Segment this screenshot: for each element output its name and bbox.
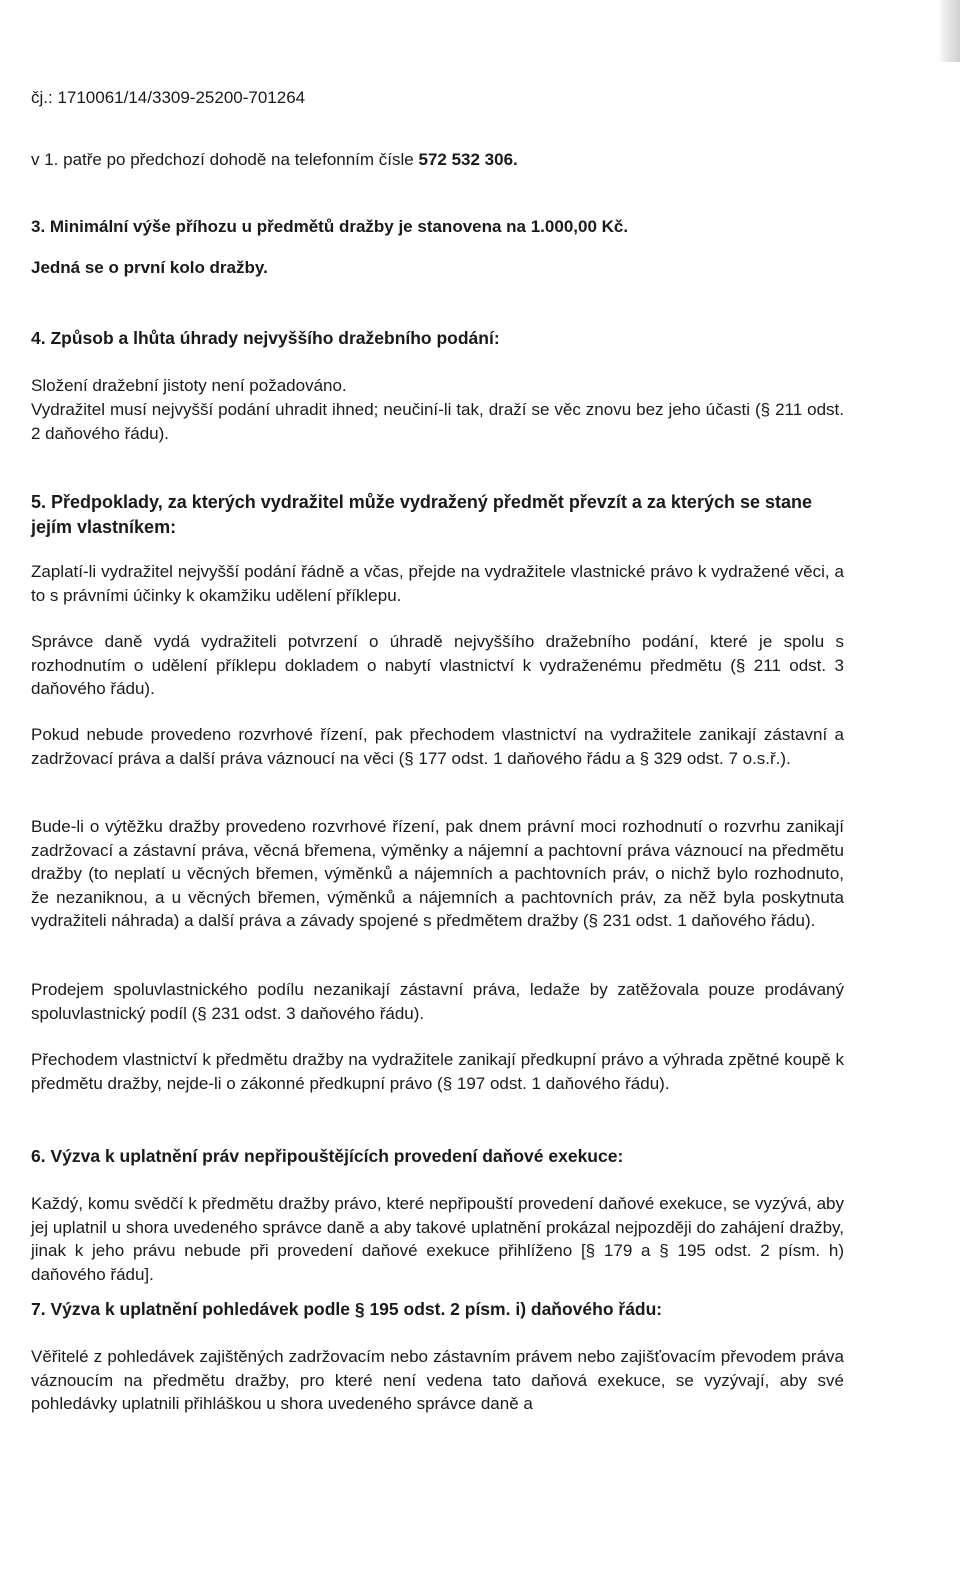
section-5-para-5: Prodejem spoluvlastnického podílu nezanikají zástavní práva, ledaže by zatěžovala pouze prodávaný spoluvlastnický podíl (§ 231 odst. 3 daňového řádu). bbox=[31, 980, 844, 1023]
section-4-para-1: Složení dražební jistoty není požadováno. bbox=[31, 376, 347, 395]
section-3-line-2: Jedná se o první kolo dražby. bbox=[31, 258, 268, 277]
continuation-text: v 1. patře po předchozí dohodě na telefonním čísle bbox=[31, 150, 419, 169]
section-3-line-1: 3. Minimální výše příhozu u předmětů dražby je stanovena na 1.000,00 Kč. bbox=[31, 217, 629, 236]
section-5-para-6: Přechodem vlastnictví k předmětu dražby na vydražitele zanikají předkupní právo a výhrada zpětné koupě k předmětu dražby, nejde-li o zákonné předkupní právo (§ 197 odst. 1 daňového řádu). bbox=[31, 1050, 844, 1093]
section-5-para-3: Pokud nebude provedeno rozvrhové řízení, pak přechodem vlastnictví na vydražitele zanikají zástavní a zadržovací práva a další práva váznoucí na věci (§ 177 odst. 1 daňového řádu a § 329 odst. 7 o.s.ř.). bbox=[31, 725, 844, 768]
section-5-heading: 5. Předpoklady, za kterých vydražitel může vydražený předmět převzít a za kterých se stane jejím vlastníkem: bbox=[31, 492, 813, 537]
section-5-para-1: Zaplatí-li vydražitel nejvyšší podání řádně a včas, přejde na vydražitele vlastnické právo k vydražené věci, a to s právními účinky k okamžiku udělení příklepu. bbox=[31, 562, 844, 605]
section-7-heading: 7. Výzva k uplatnění pohledávek podle § 195 odst. 2 písm. i) daňového řádu: bbox=[31, 1299, 663, 1319]
continuation-line bbox=[31, 148, 844, 172]
scan-edge-shadow bbox=[938, 0, 960, 62]
reference-number: čj.: 1710061/14/3309-25200-701264 bbox=[31, 88, 306, 107]
phone-number: 572 532 306. bbox=[418, 150, 518, 169]
section-5-para-4: Bude-li o výtěžku dražby provedeno rozvrhové řízení, pak dnem právní moci rozhodnutí o rozvrhu zanikají zadržovací a zástavní práva, věcná břemena, výměnky a nájemní a pachtovní práva váznoucí na předmětu dražby (to neplatí u věcných břemen, výměnků a nájemních a pachtovních práv, o nichž bylo rozhodnuto, že nezaniknou, a u věcných břemen, výměnků a nájemních a pachtovních práv, za něž byla poskytnuta vydražiteli náhrada) a další práva a závady spojené s předmětem dražby (§ 231 odst. 1 daňového řádu). bbox=[31, 817, 844, 930]
section-6-heading: 6. Výzva k uplatnění práv nepřipouštějících provedení daňové exekuce: bbox=[31, 1146, 624, 1166]
section-6-para-1: Každý, komu svědčí k předmětu dražby právo, které nepřipouští provedení daňové exekuce, se vyzývá, aby jej uplatnil u shora uvedeného správce daně a aby takové uplatnění prokázal nejpozději do zahájení dražby, jinak k jeho právu nebude při provedení daňové exekuce přihlíženo [§ 179 a § 195 odst. 2 písm. h) daňového řádu]. bbox=[31, 1194, 844, 1284]
section-4-para-2: Vydražitel musí nejvyšší podání uhradit ihned; neučiní-li tak, draží se věc znovu bez jeho účasti (§ 211 odst. 2 daňového řádu). bbox=[31, 400, 844, 443]
section-4-heading: 4. Způsob a lhůta úhrady nejvyššího dražebního podání: bbox=[31, 328, 500, 348]
section-5-para-2: Správce daně vydá vydražiteli potvrzení o úhradě nejvyššího dražebního podání, které je spolu s rozhodnutím o udělení příklepu dokladem o nabytí vlastnictví k vydraženému předmětu (§ 211 odst. 3 daňového řádu). bbox=[31, 632, 844, 698]
section-7-para-1: Věřitelé z pohledávek zajištěných zadržovacím nebo zástavním právem nebo zajišťovacím převodem práva váznoucím na předmětu dražby, pro které není vedena tato daňová exekuce, se vyzývají, aby své pohledávky uplatnili přihláškou u shora uvedeného správce daně a bbox=[31, 1347, 844, 1413]
